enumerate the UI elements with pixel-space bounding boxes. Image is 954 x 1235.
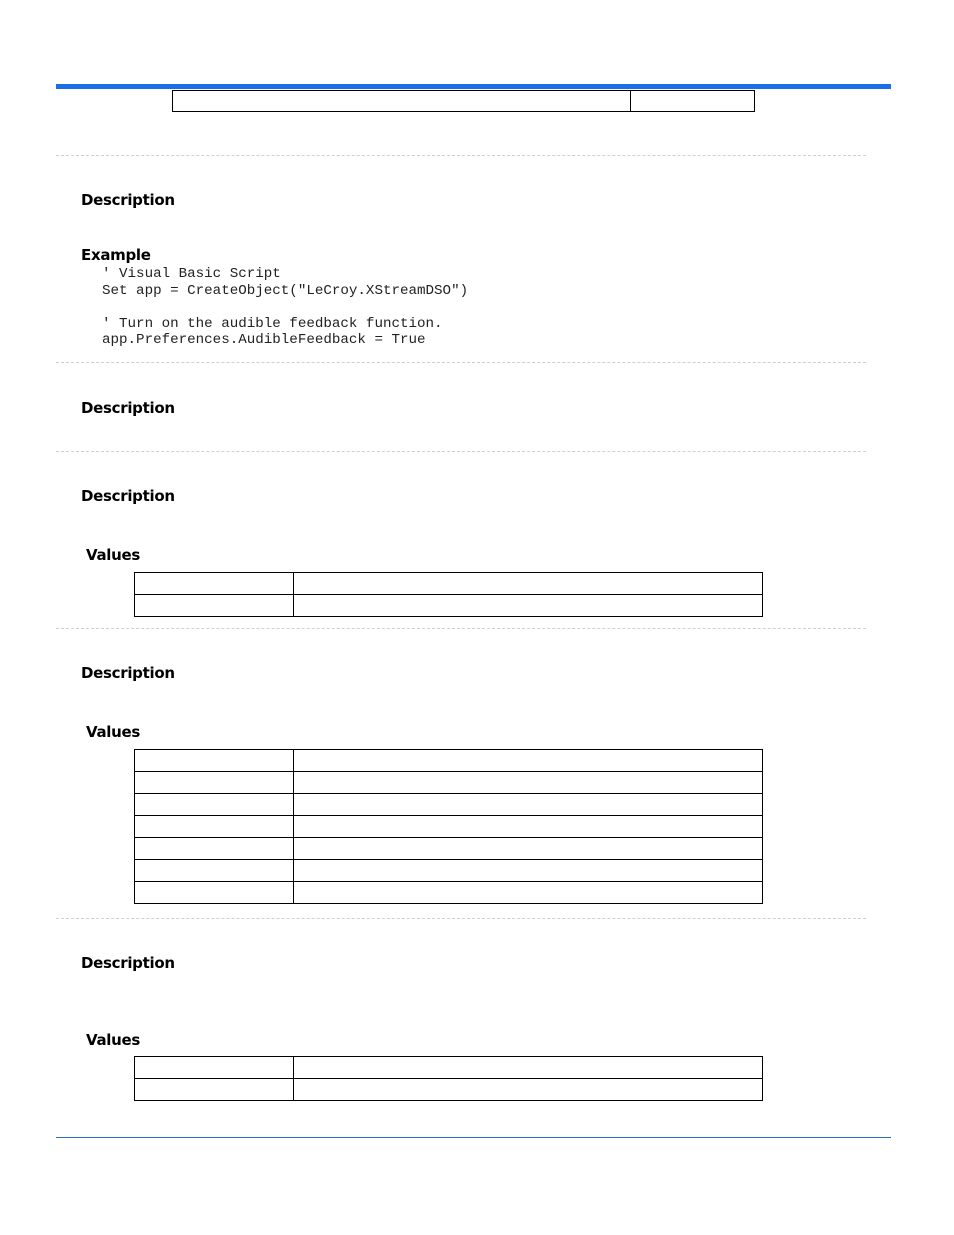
code-line: ' Turn on the audible feedback function. [102, 315, 443, 332]
description-heading: Description [81, 191, 175, 209]
section-separator [56, 155, 866, 156]
description-cell [294, 794, 763, 816]
table-row [135, 772, 763, 794]
example-heading: Example [81, 246, 151, 264]
value-cell [135, 1057, 294, 1079]
description-cell [294, 772, 763, 794]
footer-rule [56, 1137, 891, 1138]
value-cell [135, 1079, 294, 1101]
table-row [135, 860, 763, 882]
value-cell [135, 772, 294, 794]
description-cell [294, 1079, 763, 1101]
header-cell-page [631, 91, 755, 112]
value-cell [135, 750, 294, 772]
value-cell [135, 595, 294, 617]
values-table [134, 749, 763, 904]
values-heading: Values [86, 723, 141, 741]
table-row [135, 595, 763, 617]
value-cell [135, 838, 294, 860]
code-line: app.Preferences.AudibleFeedback = True [102, 332, 426, 348]
code-line: ' Visual Basic Script [102, 266, 281, 282]
table-row [135, 1057, 763, 1079]
description-heading: Description [81, 399, 175, 417]
header-cell-title [173, 91, 631, 112]
section-separator [56, 628, 866, 629]
description-cell [294, 573, 763, 595]
description-cell [294, 816, 763, 838]
header-rule [56, 84, 891, 89]
description-cell [294, 838, 763, 860]
table-row [135, 1079, 763, 1101]
description-cell [294, 860, 763, 882]
section-separator [56, 918, 866, 919]
table-row [135, 838, 763, 860]
description-cell [294, 750, 763, 772]
header-table [172, 90, 755, 112]
table-row [135, 573, 763, 595]
description-heading: Description [81, 954, 175, 972]
value-cell [135, 860, 294, 882]
description-cell [294, 1057, 763, 1079]
description-cell [294, 595, 763, 617]
section-separator [56, 362, 866, 363]
description-heading: Description [81, 487, 175, 505]
description-cell [294, 882, 763, 904]
section-separator [56, 451, 866, 452]
values-heading: Values [86, 1031, 141, 1049]
table-row [135, 882, 763, 904]
description-heading: Description [81, 664, 175, 682]
code-line: Set app = CreateObject("LeCroy.XStreamDSO") [102, 282, 469, 299]
table-row [135, 750, 763, 772]
table-row [135, 794, 763, 816]
value-cell [135, 816, 294, 838]
values-table [134, 572, 763, 617]
value-cell [135, 794, 294, 816]
value-cell [135, 882, 294, 904]
values-heading: Values [86, 546, 141, 564]
example-code-block [102, 266, 468, 349]
table-row [135, 816, 763, 838]
table-row [173, 91, 755, 112]
value-cell [135, 573, 294, 595]
values-table [134, 1056, 763, 1101]
